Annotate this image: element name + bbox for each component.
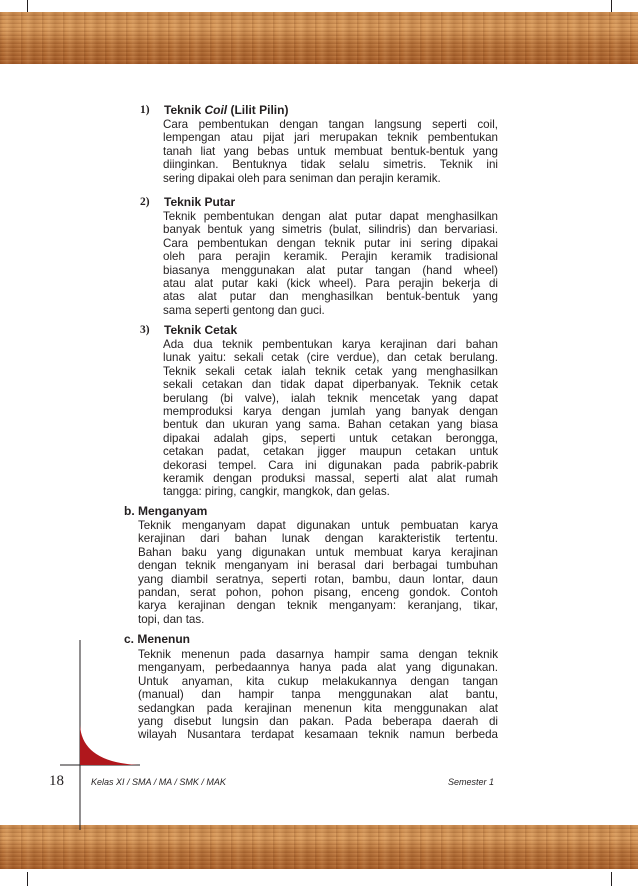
text-line: Teknik sekali cetak ialah teknik cetak yang menghasilkan	[163, 364, 498, 378]
footer-semester-label: Semester 1	[448, 777, 495, 787]
text-line: sama seperti gentong dan guci.	[163, 303, 325, 317]
text-line: dengan teknik menganyam ini berasal dari berbagai tumbuhan	[138, 559, 498, 573]
text-line: Cara pembentukan dengan tangan langsung seperti coil,	[163, 118, 498, 131]
crop-mark	[611, 872, 612, 886]
page-number: 18	[49, 773, 64, 789]
crop-mark	[27, 0, 28, 12]
text-line: cetakan padat, cetakan jigger maupun cetakan untuk	[163, 445, 498, 459]
text-line: atau alat putar kaki (kick wheel). Para perajin bekerja di	[163, 277, 498, 291]
text-line: banyak bentuk yang simetris (bulat, silindris) dan bervariasi.	[163, 223, 498, 237]
section-paragraph	[138, 648, 498, 742]
text-line: yang disebut lungsin dan pakan. Pada beberapa daerah di	[138, 715, 498, 729]
footer-book-label: Kelas XI / SMA / MA / SMK / MAK	[91, 777, 226, 787]
item-title-suffix: (Lilit Pilin)	[227, 103, 289, 117]
text-line: Teknik menganyam dapat digunakan untuk pembuatan karya	[138, 519, 498, 532]
text-line: berulang (bi valve), ialah teknik mencetak yang dapat	[163, 391, 498, 405]
text-line: karya kerajinan dengan teknik menganyam: keranjang, tikar,	[138, 599, 498, 613]
section-heading: b. Menganyam	[124, 504, 208, 518]
text-line: oleh para perajin keramik. Perajin keramik tradisional	[163, 250, 498, 264]
crop-mark	[27, 872, 28, 886]
item-number: 1)	[140, 104, 150, 116]
text-line: topi, dan tas.	[138, 612, 205, 626]
text-line: keramik dengan produksi massal, seperti alat alat rumah	[163, 472, 498, 486]
item-paragraph	[163, 338, 498, 499]
text-line: Teknik menenun pada dasarnya hampir sama dengan teknik	[138, 648, 498, 661]
text-line: tangga: piring, cangkir, mangkok, dan gelas.	[163, 485, 390, 499]
text-line: bentuk dan ukuran yang sama. Bahan cetakan yang biasa	[163, 418, 498, 432]
section-heading: c. Menenun	[124, 632, 191, 646]
text-line: Teknik pembentukan dengan alat putar dapat menghasilkan	[163, 210, 498, 223]
section-paragraph	[138, 519, 498, 626]
text-line: biasanya menggunakan alat putar tangan (hand wheel)	[163, 263, 498, 277]
item-title-italic: Coil	[204, 103, 228, 117]
text-line: sedangkan pada kerajinan menenun kita menggunakan alat	[138, 701, 498, 715]
text-line: Cara pembentukan dengan teknik putar ini sering dipakai	[163, 236, 498, 250]
text-line: Bahan baku yang digunakan untuk membuat karya kerajinan	[138, 545, 498, 559]
text-line: sering dipakai oleh para seniman dan perajin keramik.	[163, 171, 441, 185]
item-number: 2)	[140, 196, 150, 208]
text-line: lempengan atau pijat jari merupakan teknik pembentukan	[163, 131, 498, 145]
text-line: lunak yaitu: sekali cetak (cire verdue), dan cetak berulang.	[163, 351, 498, 365]
item-paragraph	[163, 118, 498, 185]
text-line: diinginkan. Bentuknya tidak selalu simetris. Teknik ini	[163, 158, 498, 172]
text-line: (manual) dan hampir tanpa menggunakan alat bantu,	[138, 688, 498, 702]
text-line: wilayah Nusantara terdapat kesamaan teknik namun berbeda	[138, 728, 498, 742]
text-line: tanah liat yang bebas untuk membuat bentuk-bentuk yang	[163, 144, 498, 158]
text-line: kerajinan dari bahan lunak dengan karakteristik tertentu.	[138, 532, 498, 546]
crop-mark	[611, 0, 612, 12]
text-line: pandan, serat pohon, pohon pisang, enceng gondok. Contoh	[138, 586, 498, 600]
item-title: Teknik Cetak	[164, 323, 238, 337]
text-line: Untuk anyaman, kita cukup melakukannya dengan tangan	[138, 674, 498, 688]
item-title-prefix: Teknik	[164, 103, 205, 117]
header-wood-banner	[0, 12, 638, 64]
item-title	[164, 103, 288, 117]
item-paragraph	[163, 210, 498, 317]
footer-wood-banner	[0, 825, 638, 869]
text-line: dipakai adalah gips, seperti untuk cetakan berongga,	[163, 431, 498, 445]
text-line: dekorasi tempel. Cara ini digunakan pada pabrik-pabrik	[163, 458, 498, 472]
text-line: sekali cetakan dan tidak dapat diperbanyak. Teknik cetak	[163, 378, 498, 392]
text-line: memproduksi karya dengan jumlah yang banyak dengan	[163, 405, 498, 419]
corner-decoration	[60, 640, 140, 830]
text-line: Ada dua teknik pembentukan karya kerajinan dari bahan	[163, 338, 498, 351]
text-line: atas alat putar dan menghasilkan bentuk-bentuk yang	[163, 290, 498, 304]
text-line: menganyam, perbedaannya hanya pada alat yang digunakan.	[138, 661, 498, 675]
text-line: yang diambil seratnya, seperti rotan, bambu, daun lontar, daun	[138, 572, 498, 586]
item-number: 3)	[140, 324, 150, 336]
item-title: Teknik Putar	[164, 195, 236, 209]
